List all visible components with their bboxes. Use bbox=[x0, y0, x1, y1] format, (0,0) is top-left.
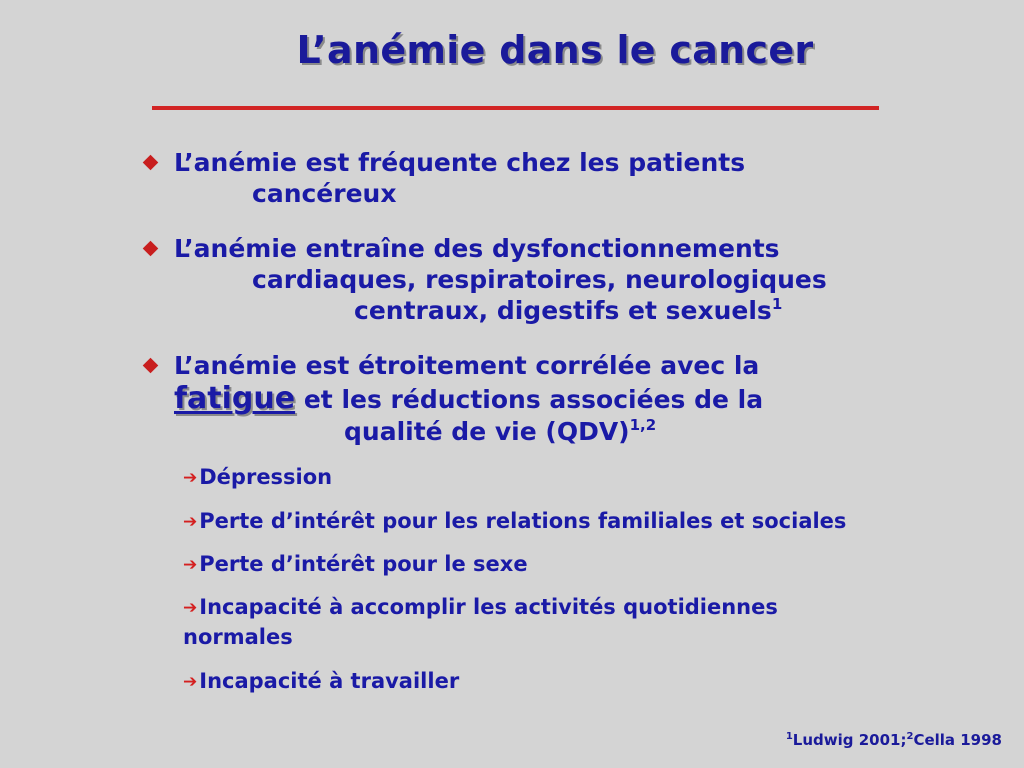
subitem-relations bbox=[183, 506, 846, 537]
subitem-activites bbox=[183, 592, 778, 623]
diamond-bullet-icon bbox=[143, 358, 159, 374]
diamond-bullet-icon bbox=[143, 155, 159, 171]
right-arrow-icon: ➔ bbox=[183, 468, 198, 488]
right-arrow-icon: ➔ bbox=[183, 555, 198, 575]
bullet-2-line-3 bbox=[354, 295, 782, 326]
bullet-3-line-3-text: qualité de vie (QDV) bbox=[344, 417, 630, 446]
subitem-sexe bbox=[183, 549, 528, 580]
ref-text-1: Ludwig 2001; bbox=[792, 731, 907, 749]
diamond-bullet-icon bbox=[143, 241, 159, 257]
ref-text-2: Cella 1998 bbox=[913, 731, 1002, 749]
slide-title: L’anémie dans le cancer bbox=[296, 28, 814, 72]
title-underline-rule bbox=[152, 106, 879, 110]
ref-sup-2: 2 bbox=[906, 731, 914, 742]
bullet-3-line-1: L’anémie est étroitement corrélée avec la bbox=[174, 351, 760, 380]
ref-sup-1: 1 bbox=[785, 731, 793, 742]
bullet-3-line-3 bbox=[344, 416, 656, 447]
subitem-label: Incapacité à accomplir les activités quotidiennes bbox=[199, 595, 778, 619]
right-arrow-icon: ➔ bbox=[183, 512, 198, 532]
subitem-activites-cont: normales bbox=[183, 625, 293, 649]
bullet-3-footnote-ref: 1,2 bbox=[629, 416, 657, 434]
subitem-label: Perte d’intérêt pour les relations familiales et sociales bbox=[199, 509, 847, 533]
subitem-depression bbox=[183, 462, 332, 493]
fatigue-emphasis: fatigue bbox=[174, 381, 296, 416]
reference-footnote bbox=[786, 731, 1002, 749]
bullet-2-footnote-ref: 1 bbox=[771, 295, 783, 313]
bullet-1-line-2: cancéreux bbox=[252, 179, 397, 208]
subitem-label: Perte d’intérêt pour le sexe bbox=[199, 552, 528, 576]
bullet-2-line-1: L’anémie entraîne des dysfonctionnements bbox=[174, 234, 780, 263]
bullet-1-line-1: L’anémie est fréquente chez les patients bbox=[174, 148, 746, 177]
bullet-3-line-2-rest: et les réductions associées de la bbox=[303, 385, 764, 414]
right-arrow-icon: ➔ bbox=[183, 672, 198, 692]
bullet-3-line-2 bbox=[174, 383, 763, 415]
subitem-travailler bbox=[183, 666, 459, 697]
bullet-2-line-3-text: centraux, digestifs et sexuels bbox=[354, 296, 772, 325]
subitem-label: Incapacité à travailler bbox=[199, 669, 460, 693]
subitem-label: Dépression bbox=[199, 465, 333, 489]
bullet-2-line-2: cardiaques, respiratoires, neurologiques bbox=[252, 265, 827, 294]
right-arrow-icon: ➔ bbox=[183, 598, 198, 618]
